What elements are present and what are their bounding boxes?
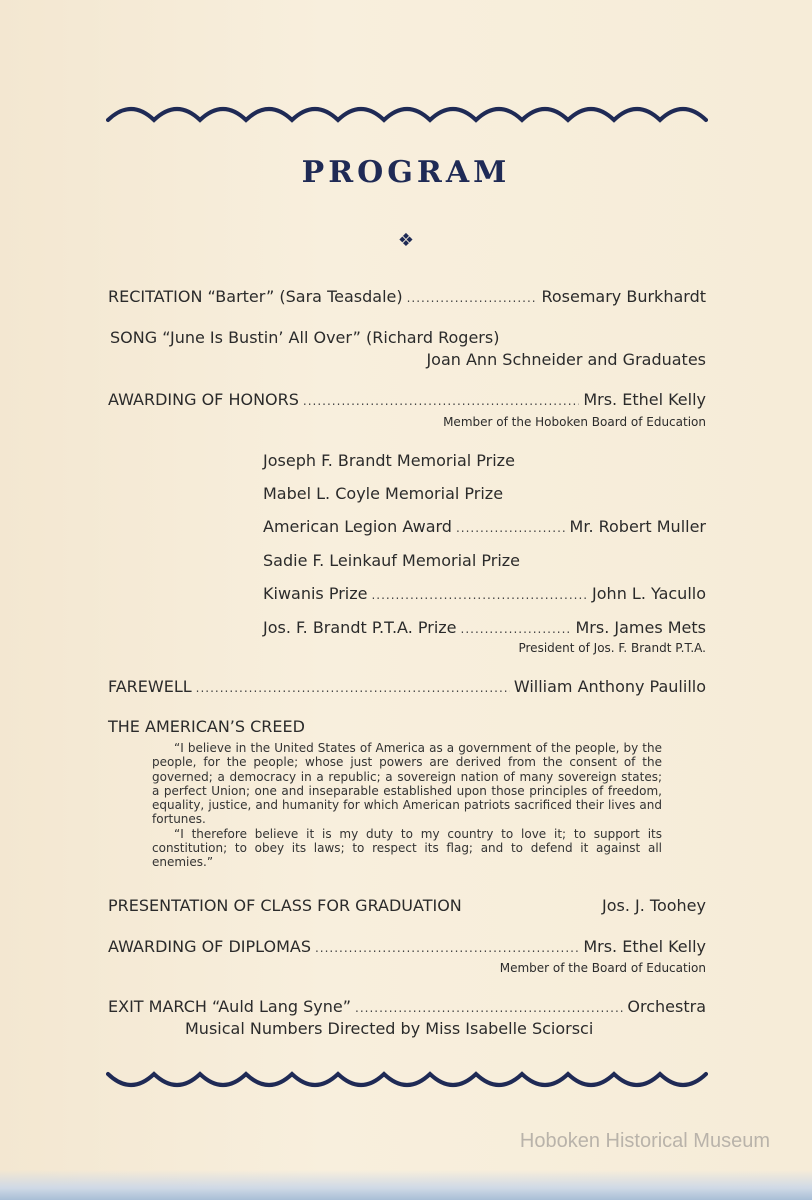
top-wave-border: [106, 100, 708, 124]
prize-leinkauf: Sadie F. Leinkauf Memorial Prize: [263, 551, 521, 570]
honors-label: AWARDING OF HONORS: [108, 390, 299, 409]
prize-kiwanis-row: [263, 584, 706, 603]
dot-leader: [371, 588, 588, 602]
exit-note: Musical Numbers Directed by Miss Isabelle Sciorsci: [185, 1019, 594, 1038]
prize-pta-presenter: Mrs. James Mets: [575, 618, 706, 637]
creed-text: [152, 741, 662, 870]
dot-leader: [315, 941, 579, 955]
exit-label: EXIT MARCH “Auld Lang Syne”: [108, 997, 352, 1016]
creed-paragraph-1: “I believe in the United States of America as a government of the people, by the people, for the people; whose just powers are derived from the consent of the governed; a democracy in a republic; a sovereign nation of many sovereign states; a perfect Union; one and inseparable established upon those principles of freedom, equality, justice, and humanity for which American patriots sacrificed their lives and fortunes.: [152, 741, 662, 827]
bottom-wave-border: [106, 1070, 708, 1094]
honors-note: Member of the Hoboken Board of Education: [443, 415, 706, 429]
presentation-row: [108, 896, 706, 915]
honors-performer: Mrs. Ethel Kelly: [583, 390, 706, 409]
prize-legion-presenter: Mr. Robert Muller: [569, 517, 706, 536]
dot-leader: [456, 521, 566, 535]
exit-row: [108, 997, 706, 1016]
prize-legion-label: American Legion Award: [263, 517, 452, 536]
prize-pta-note: President of Jos. F. Brandt P.T.A.: [518, 641, 706, 655]
prize-pta-label: Jos. F. Brandt P.T.A. Prize: [263, 618, 457, 637]
prize-brandt: Joseph F. Brandt Memorial Prize: [263, 451, 515, 470]
prize-coyle: Mabel L. Coyle Memorial Prize: [263, 484, 504, 503]
honors-row: [108, 390, 706, 409]
dot-leader: [196, 681, 510, 695]
presentation-performer: Jos. J. Toohey: [602, 896, 706, 915]
farewell-performer: William Anthony Paulillo: [513, 677, 706, 696]
prize-pta-row: [263, 618, 706, 637]
recitation-label: RECITATION “Barter” (Sara Teasdale): [108, 287, 403, 306]
creed-label: THE AMERICAN’S CREED: [108, 717, 305, 736]
dot-leader: [303, 394, 579, 408]
museum-watermark: Hoboken Historical Museum: [519, 1130, 770, 1152]
prize-kiwanis-label: Kiwanis Prize: [263, 584, 368, 603]
farewell-label: FAREWELL: [108, 677, 192, 696]
song-label: SONG “June Is Bustin’ All Over” (Richard Rogers): [110, 328, 500, 347]
dot-leader: [407, 291, 538, 305]
recitation-row: [108, 287, 706, 306]
dot-leader: [355, 1001, 623, 1015]
diplomas-row: [108, 937, 706, 956]
page-title: PROGRAM: [301, 155, 511, 190]
diplomas-note: Member of the Board of Education: [499, 961, 706, 975]
recitation-performer: Rosemary Burkhardt: [541, 287, 706, 306]
farewell-row: [108, 677, 706, 696]
diplomas-performer: Mrs. Ethel Kelly: [583, 937, 706, 956]
song-performer: Joan Ann Schneider and Graduates: [426, 350, 706, 369]
presentation-label: PRESENTATION OF CLASS FOR GRADUATION: [108, 896, 462, 915]
paper-edge: [0, 1170, 812, 1200]
prize-kiwanis-presenter: John L. Yacullo: [592, 584, 706, 603]
prize-legion-row: [263, 517, 706, 536]
creed-paragraph-2: “I therefore believe it is my duty to my country to love it; to support its constitution; to obey its laws; to respect its flag; and to defend it against all enemies.”: [152, 826, 662, 870]
dot-leader: [461, 622, 572, 636]
diamond-ornament-icon: ❖: [397, 230, 415, 251]
exit-performer: Orchestra: [627, 997, 706, 1016]
diplomas-label: AWARDING OF DIPLOMAS: [108, 937, 311, 956]
